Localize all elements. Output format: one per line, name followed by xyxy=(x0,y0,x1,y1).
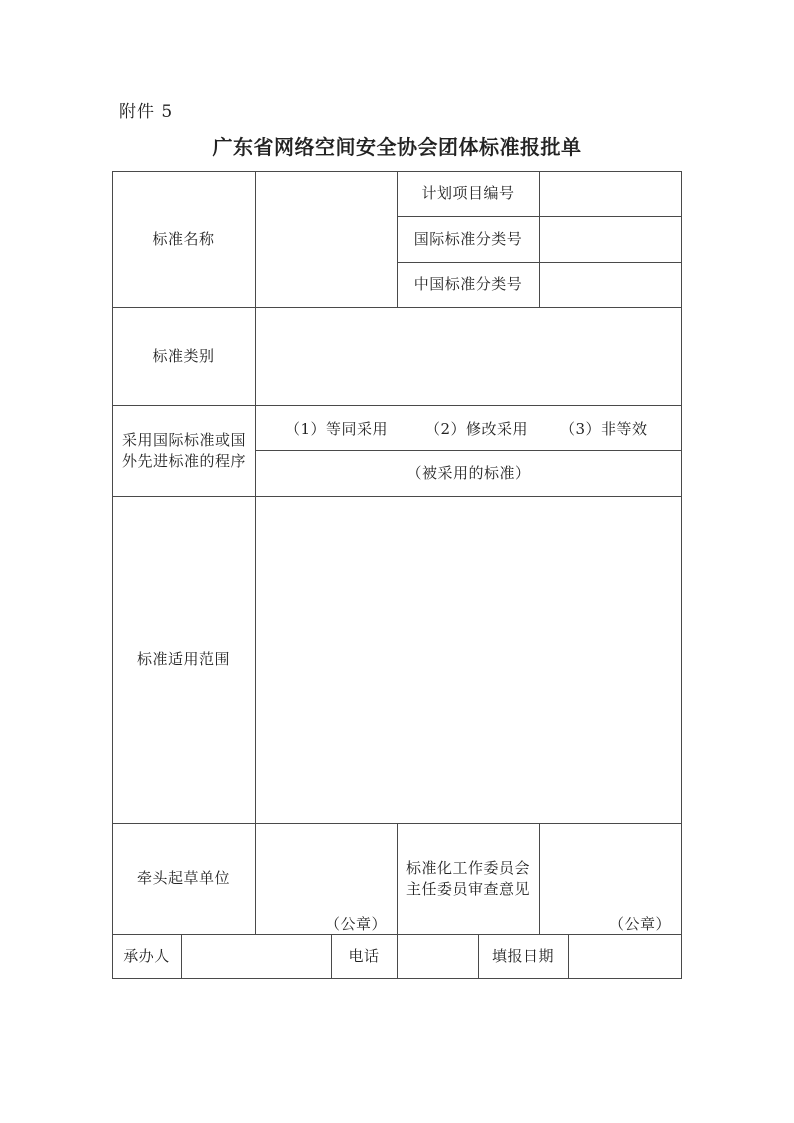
scope-field[interactable] xyxy=(256,497,681,823)
ccs-label: 中国标准分类号 xyxy=(413,275,523,293)
official-seal-committee: （公章） xyxy=(609,915,672,933)
standard-category-field[interactable] xyxy=(256,308,681,405)
official-seal-lead-drafter: （公章） xyxy=(325,915,388,933)
fill-date-field[interactable] xyxy=(569,935,681,978)
plan-project-no-label: 计划项目编号 xyxy=(421,184,515,202)
adoption-option-modified[interactable]: （2）修改采用 xyxy=(425,420,529,438)
lead-drafter-label: 牵头起草单位 xyxy=(136,869,230,887)
adoption-option-non-equivalent[interactable]: （3）非等效 xyxy=(560,420,648,438)
phone-field[interactable] xyxy=(398,935,478,978)
adoption-procedure-label: 采用国际标准或国外先进标准的程序 xyxy=(122,430,247,470)
handler-label: 承办人 xyxy=(123,946,170,965)
table-border-right xyxy=(681,171,682,979)
table-border-bottom xyxy=(112,978,682,979)
standard-name-field[interactable] xyxy=(256,172,397,307)
adopted-standard-hint[interactable]: （被采用的标准） xyxy=(406,464,531,482)
standard-category-label: 标准类别 xyxy=(152,346,215,365)
committee-opinion-label: 标准化工作委员会主任委员审查意见 xyxy=(405,858,530,898)
column-divider xyxy=(397,823,398,934)
fill-date-label: 填报日期 xyxy=(491,946,554,965)
scope-label: 标准适用范围 xyxy=(136,650,230,668)
ccs-field[interactable] xyxy=(540,263,681,307)
phone-label: 电话 xyxy=(348,946,380,965)
plan-project-no-field[interactable] xyxy=(540,172,681,216)
form-title: 广东省网络空间安全协会团体标准报批单 xyxy=(212,135,582,159)
ics-field[interactable] xyxy=(540,217,681,262)
adoption-option-identical[interactable]: （1）等同采用 xyxy=(285,420,389,438)
standard-name-label: 标准名称 xyxy=(152,229,215,248)
attachment-label: 附件 5 xyxy=(119,102,174,122)
handler-field[interactable] xyxy=(182,935,331,978)
ics-label: 国际标准分类号 xyxy=(413,229,523,248)
